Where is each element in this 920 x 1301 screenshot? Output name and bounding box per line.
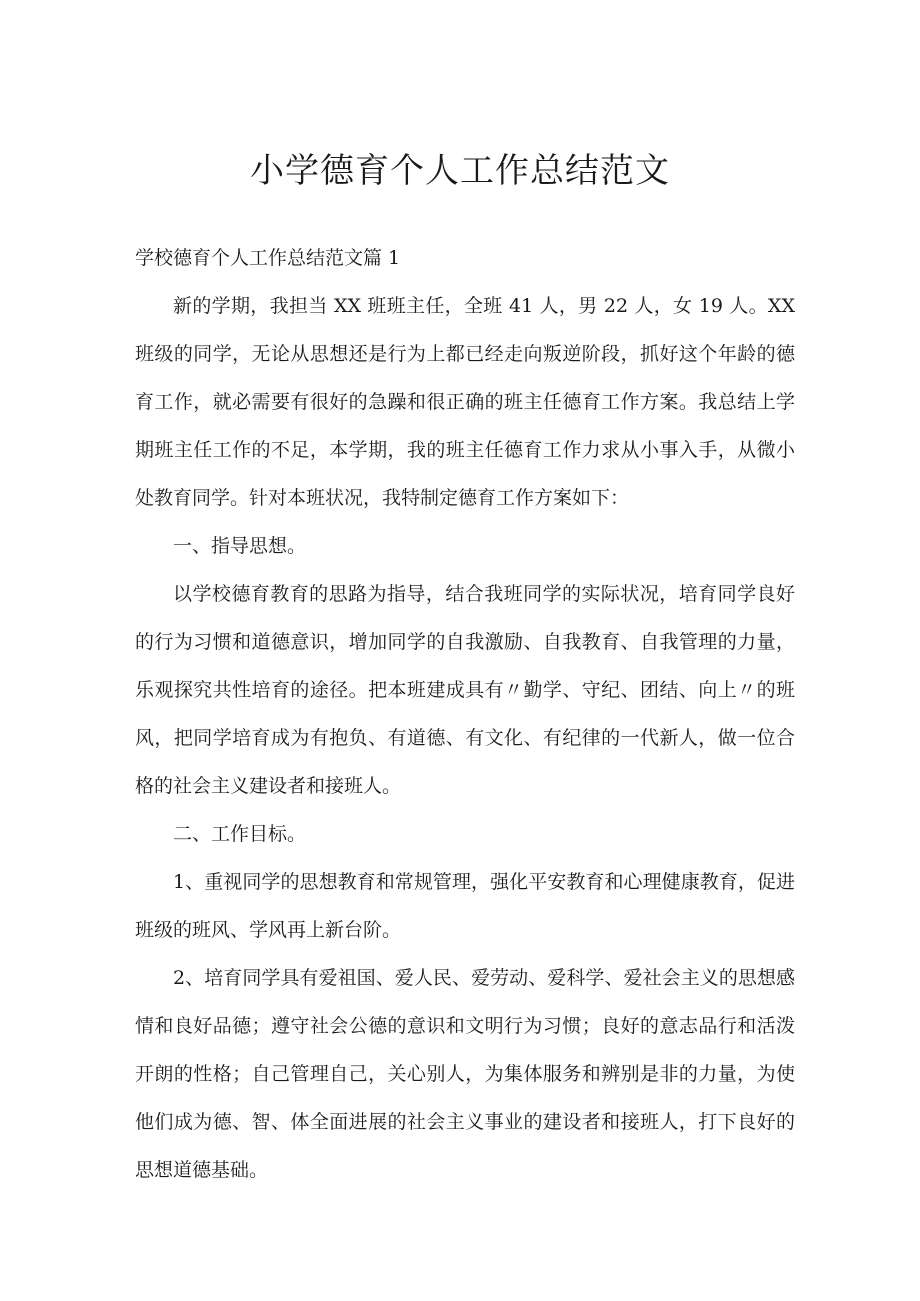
document-subtitle: 学校德育个人工作总结范文篇 1 bbox=[135, 247, 401, 269]
document-title: 小学德育个人工作总结范文 bbox=[250, 151, 670, 191]
document-body bbox=[135, 234, 795, 1194]
paragraph-goal-1: 1、重视同学的思想教育和常规管理，强化平安教育和心理健康教育，促进班级的班风、学风再上新台阶。 bbox=[135, 871, 795, 941]
paragraph-guiding-ideology: 以学校德育教育的思路为指导，结合我班同学的实际状况，培育同学良好的行为习惯和道德意识，增加同学的自我激励、自我教育、自我管理的力量，乐观探究共性培育的途径。把本班建成具有〃勤学、守纪、团结、向上〃的班风，把同学培育成为有抱负、有道德、有文化、有纪律的一代新人，做一位合格的社会主义建设者和接班人。 bbox=[135, 583, 795, 797]
section-heading-guiding-ideology: 一、指导思想。 bbox=[173, 535, 307, 557]
paragraph-goal-2: 2、培育同学具有爱祖国、爱人民、爱劳动、爱科学、爱社会主义的思想感情和良好品德；遵守社会公德的意识和文明行为习惯；良好的意志品行和活泼开朗的性格；自己管理自己，关心别人，为集体服务和辨别是非的力量，为使他们成为德、智、体全面进展的社会主义事业的建设者和接班人，打下良好的思想道德基础。 bbox=[135, 967, 795, 1181]
section-heading-work-goals: 二、工作目标。 bbox=[173, 823, 307, 845]
paragraph-intro: 新的学期，我担当 XX 班班主任，全班 41 人，男 22 人，女 19 人。XX 班级的同学，无论从思想还是行为上都已经走向叛逆阶段，抓好这个年龄的德育工作，就必需要有很好的急躁和很正确的班主任德育工作方案。我总结上学期班主任工作的不足，本学期，我的班主任德育工作力求从小事入手，从微小处教育同学。针对本班状况，我特制定德育工作方案如下： bbox=[135, 295, 795, 509]
